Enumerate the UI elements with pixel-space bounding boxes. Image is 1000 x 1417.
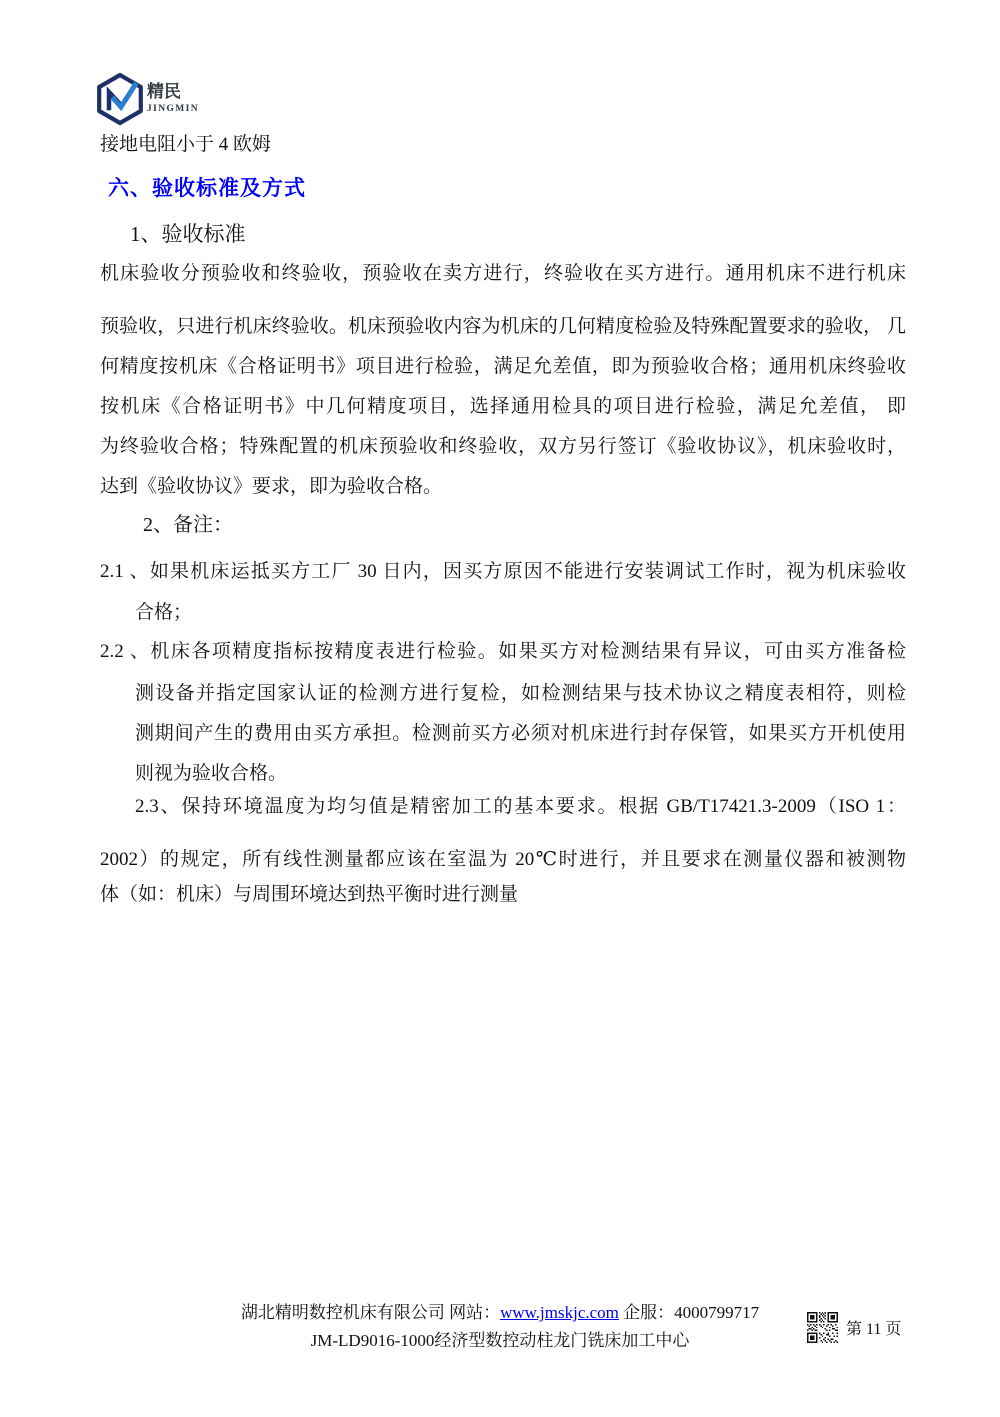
footer-product-line: JM-LD9016-1000经济型数控动柱龙门铣床加工中心 [310,1331,690,1350]
remark-2-2-line: 则视为验收合格。 [135,763,288,784]
acceptance-line: 按机床《合格证明书》中几何精度项目，选择通用检具的项目进行检验，满足允差值， 即 [100,396,906,417]
remarks-title: 2、备注： [143,514,233,536]
page-number: 第 11 页 [846,1321,902,1338]
footer-service-label: 企服： [618,1303,675,1322]
acceptance-line: 何精度按机床《合格证明书》项目进行检验，满足允差值，即为预验收合格；通用机床终验收 [100,356,906,377]
remark-2-2-line: 2.2 、机床各项精度指标按精度表进行检验。如果买方对检测结果有异议，可由买方准备检 [100,641,906,662]
footer-website-label: 网站： [444,1303,501,1322]
acceptance-line: 达到《验收协议》要求，即为验收合格。 [100,476,443,497]
remark-2-3-line: 体（如：机床）与周围环境达到热平衡时进行测量 [100,884,519,905]
acceptance-line: 机床验收分预验收和终验收，预验收在卖方进行，终验收在买方进行。通用机床不进行机床 [100,263,906,284]
ground-resistance-note: 接地电阻小于 4 欧姆 [100,134,272,155]
qr-code-icon [807,1312,838,1343]
footer-service-phone: 4000799717 [674,1303,760,1322]
logo-checkmark-icon [114,85,135,107]
remark-2-1-line: 合格； [135,602,193,623]
acceptance-title: 1、验收标准 [130,222,246,246]
remark-2-1-line: 2.1 、如果机床运抵买方工厂 30 日内，因买方原因不能进行安装调试工作时，视为机床验收 [100,561,906,582]
footer-website-link[interactable]: www.jmskjc.com [500,1303,619,1322]
company-logo [95,72,215,126]
acceptance-line: 为终验收合格；特殊配置的机床预验收和终验收，双方另行签订《验收协议》，机床验收时， [100,436,906,457]
remark-2-3-line: 2002）的规定，所有线性测量都应该在室温为 20℃时进行，并且要求在测量仪器和被测物 [100,849,906,870]
remark-2-2-line: 测期间产生的费用由买方承担。检测前买方必须对机床进行封存保管，如果买方开机使用 [135,723,906,744]
remark-2-2-line: 测设备并指定国家认证的检测方进行复检，如检测结果与技术协议之精度表相符，则检 [135,683,906,704]
logo-name-zh: 精民 [147,82,181,101]
footer-company: 湖北精明数控机床有限公司 [240,1303,445,1322]
remark-2-3-line: 2.3、保持环境温度为均匀值是精密加工的基本要求。根据 GB/T17421.3-2009（ISO 1： [135,796,906,817]
logo-name-en: JINGMIN [147,104,200,114]
acceptance-line: 预验收，只进行机床终验收。机床预验收内容为机床的几何精度检验及特殊配置要求的验收， 几 [100,316,906,337]
section-heading: 六、验收标准及方式 [108,176,306,200]
